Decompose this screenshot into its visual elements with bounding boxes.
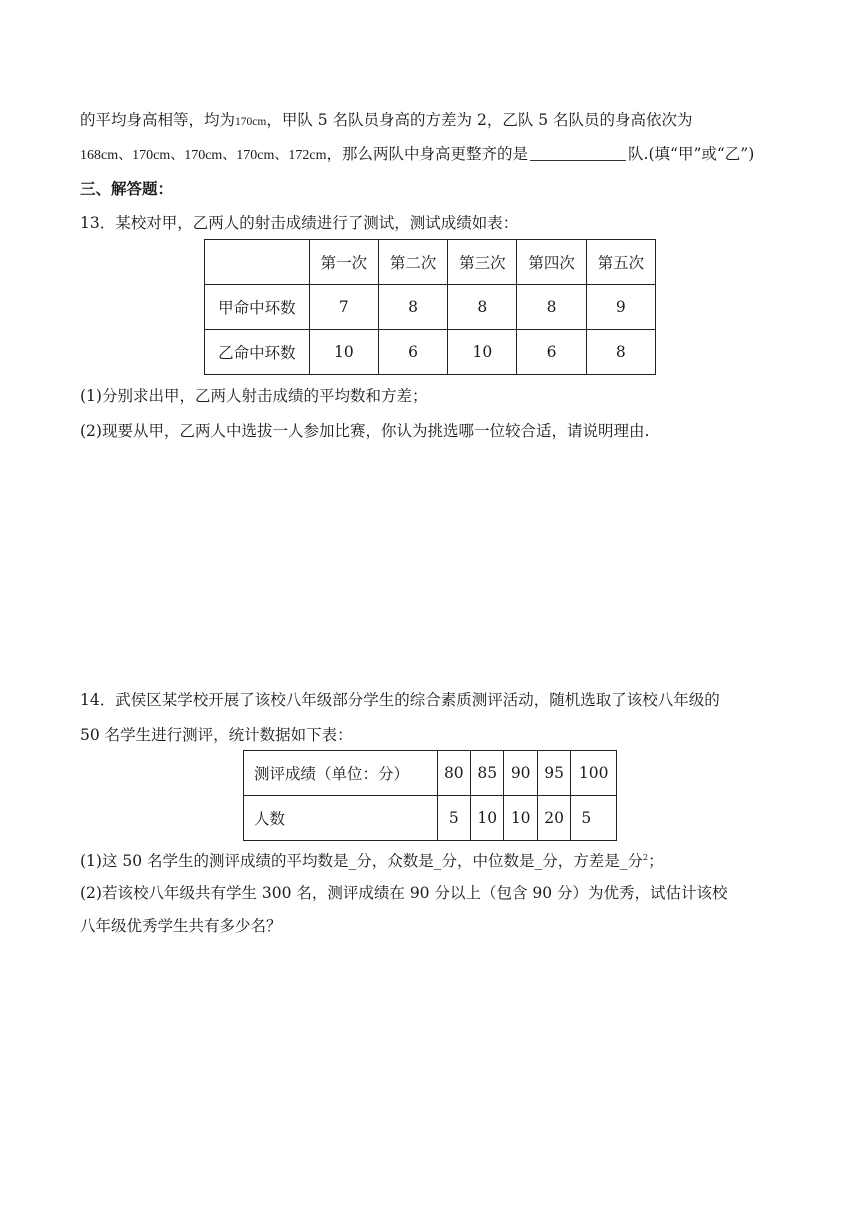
table-cell: 20 bbox=[537, 796, 570, 841]
table-row bbox=[205, 330, 656, 375]
table-cell: 甲命中环数 bbox=[205, 285, 310, 330]
table-row bbox=[244, 751, 617, 796]
table-row bbox=[205, 240, 656, 285]
table-cell: 7 bbox=[309, 285, 378, 330]
q14-stem-line-2: 50 名学生进行测评，统计数据如下表： bbox=[80, 726, 353, 744]
answer-blank[interactable] bbox=[530, 146, 626, 161]
table-header-cell: 第五次 bbox=[586, 240, 655, 285]
table-cell: 100 bbox=[571, 751, 617, 796]
table-cell: 9 bbox=[586, 285, 655, 330]
table-header-cell: 第四次 bbox=[517, 240, 586, 285]
table-cell: 10 bbox=[448, 330, 517, 375]
table-cell: 80 bbox=[437, 751, 470, 796]
table-cell: 乙命中环数 bbox=[205, 330, 310, 375]
table-cell: 6 bbox=[517, 330, 586, 375]
table-row bbox=[244, 796, 617, 841]
table-cell: 95 bbox=[537, 751, 570, 796]
q14-stem-line-1: 14．武侯区某学校开展了该校八年级部分学生的综合素质测评活动，随机选取了该校八年级的 bbox=[80, 691, 720, 709]
superscript: 2 bbox=[643, 853, 649, 862]
q12-heights-list: 168cm、170cm、170cm、170cm、172cm bbox=[80, 148, 327, 163]
table-cell: 8 bbox=[448, 285, 517, 330]
table-header-cell: 第二次 bbox=[378, 240, 447, 285]
q14-table bbox=[243, 750, 617, 841]
table-cell: 5 bbox=[437, 796, 470, 841]
table-header-cell: 第三次 bbox=[448, 240, 517, 285]
q12-height-value: 170cm bbox=[235, 116, 267, 128]
table-cell: 8 bbox=[378, 285, 447, 330]
q12-line-2 bbox=[80, 143, 754, 167]
table-header-cell bbox=[205, 240, 310, 285]
q12-text: 队.(填“甲”或“乙”) bbox=[628, 145, 755, 163]
table-cell: 8 bbox=[586, 330, 655, 375]
table-cell: 10 bbox=[309, 330, 378, 375]
table-header-cell: 第一次 bbox=[309, 240, 378, 285]
section-title: 三、解答题： bbox=[80, 179, 174, 198]
table-header-cell: 测评成绩（单位：分） bbox=[244, 751, 438, 796]
q14-part-1-text: (1)这 50 名学生的测评成绩的平均数是_分，众数是_分，中位数是_分，方差是_分 bbox=[80, 852, 644, 871]
table-cell: 85 bbox=[471, 751, 504, 796]
q14-part-2-line-1: (2)若该校八年级共有学生 300 名，测评成绩在 90 分以上（包含 90 分）为优秀，试估计该校 bbox=[80, 884, 728, 902]
q12-text: 的平均身高相等，均为 bbox=[80, 111, 236, 129]
table-cell: 10 bbox=[504, 796, 537, 841]
table-cell: 5 bbox=[571, 796, 617, 841]
table-cell: 90 bbox=[504, 751, 537, 796]
table-cell: 10 bbox=[471, 796, 504, 841]
table-cell: 8 bbox=[517, 285, 586, 330]
q13-table bbox=[204, 239, 656, 375]
q12-text: ，甲队 5 名队员身高的方差为 2，乙队 5 名队员的身高依次为 bbox=[266, 111, 693, 129]
table-header-cell: 人数 bbox=[244, 796, 438, 841]
q13-stem: 13．某校对甲，乙两人的射击成绩进行了测试，测试成绩如表： bbox=[80, 214, 519, 232]
q14-part-1-end: ； bbox=[648, 852, 664, 871]
q13-part-2: (2)现要从甲，乙两人中选拔一人参加比赛，你认为挑选哪一位较合适，请说明理由. bbox=[80, 422, 650, 440]
q12-text: ，那么两队中身高更整齐的是 bbox=[326, 145, 529, 163]
q12-line-1 bbox=[80, 109, 693, 133]
table-row bbox=[205, 285, 656, 330]
table-cell: 6 bbox=[378, 330, 447, 375]
q13-part-1: (1)分别求出甲，乙两人射击成绩的平均数和方差； bbox=[80, 387, 428, 405]
q14-part-2-line-2: 八年级优秀学生共有多少名？ bbox=[80, 917, 282, 935]
q14-part-1 bbox=[80, 847, 664, 872]
